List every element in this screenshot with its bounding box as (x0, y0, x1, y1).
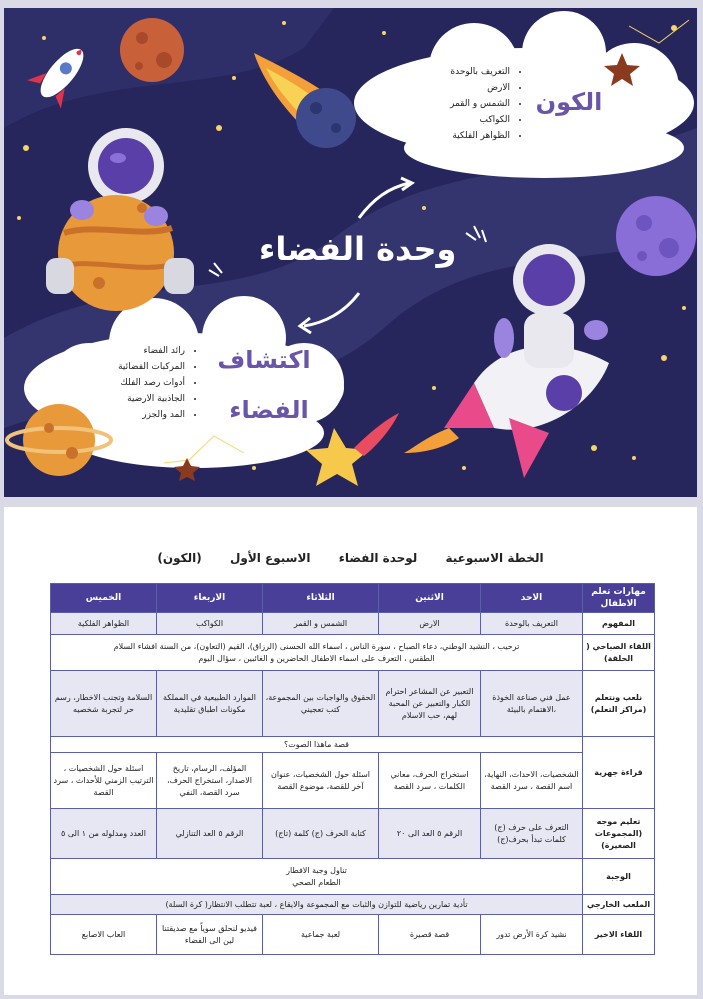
table-cell: الرقم ٥ العد الى ٢٠ (379, 809, 481, 859)
comet-star-icon (306, 413, 399, 486)
cloud-left-item: • أدوات رصد الفلك (89, 375, 185, 391)
corner-header: مهارات تعلم الاطفال (583, 584, 655, 613)
plan-heading-part: الاسبوع الأول (229, 551, 311, 565)
cover-main-title: وحدة الفضاء (259, 230, 457, 268)
cloud-left-title-line1: اكتشاف (217, 346, 311, 374)
row-label: الوجبة (583, 859, 655, 895)
row-label: تعليم موجه (المجموعات الصغيرة) (583, 809, 655, 859)
table-cell: الشمس و القمر (263, 613, 379, 635)
table-row (51, 671, 655, 737)
cover-poster (4, 8, 697, 497)
table-cell: التعبير عن المشاعر احترام الكبار والتعبير عن المحبة لهم، حب الاسلام (379, 671, 481, 737)
table-cell: كتابة الحرف (ج) كلمة (تاج) (263, 809, 379, 859)
table-cell: الرقم ٥ العد التنازلي (157, 809, 263, 859)
cell-line: تناول وجبة الافطار (286, 865, 347, 875)
table-cell: الارض (379, 613, 481, 635)
cloud-right-item: • الشمس و القمر (414, 96, 510, 112)
astronaut-left-icon (46, 128, 194, 311)
planet-purple-icon (616, 196, 696, 276)
table-cell: السلامة وتجنب الاخطار، رسم حر لتجربة شخصيه (51, 671, 157, 737)
table-cell: التعرف على حرف (ج) كلمات تبدأ بحرف(ج) (481, 809, 583, 859)
cloud-left-list (89, 343, 199, 423)
table-cell: اسئلة حول الشخصيات ، الترتيب الزمني للأحداث ، سرد القصة (51, 753, 157, 809)
table-cell: العاب الاصابع (51, 915, 157, 955)
table-row (51, 809, 655, 859)
cell-line: الطقس ، التعرف على اسماء الاطفال الحاضرين و الغائبين ، سؤال اليوم (198, 653, 435, 663)
weekly-plan-sheet (4, 507, 697, 995)
table-cell: الكواكب (157, 613, 263, 635)
plan-heading-part: (الكون) (157, 551, 202, 565)
table-row (51, 859, 655, 895)
table-cell: الحقوق والواجبات بين المجموعة، كتب تعجيني (263, 671, 379, 737)
meteor-icon (254, 53, 356, 148)
table-row (51, 753, 655, 809)
weekly-plan-table (50, 583, 655, 955)
table-cell: لعبة جماعية (263, 915, 379, 955)
table-cell: العدد ومدلوله من ١ الى ٥ (51, 809, 157, 859)
row-label: قراءة جهرية (583, 737, 655, 809)
cloud-right-title: الكون (535, 88, 603, 116)
table-row (51, 635, 655, 671)
table-cell-merged: قصة ماهذا الصوت؟ (51, 737, 583, 753)
cloud-left-item: • رائد الفضاء (89, 343, 185, 359)
cloud-left-item: • المد والجزر (89, 407, 185, 423)
table-cell: قصة قصيرة (379, 915, 481, 955)
table-row (51, 915, 655, 955)
plan-heading-part: لوحدة الفضاء (338, 551, 418, 565)
table-cell: فيديو لنحلق سوياً مع صديقتنا لين الى الفضاء (157, 915, 263, 955)
row-label: اللقاء الصباحي ( الحلقة) (583, 635, 655, 671)
day-header: الثلاثاء (263, 584, 379, 613)
row-label: الملعب الخارجي (583, 895, 655, 915)
table-cell: الشخصيات، الاحداث، النهاية، اسم القصة ، سرد القصة (481, 753, 583, 809)
cloud-right-item: • الارض (414, 80, 510, 96)
cloud-left-item: • الجاذبية الارضية (89, 391, 185, 407)
table-cell: نشيد كرة الأرض تدور (481, 915, 583, 955)
row-label: المفهوم (583, 613, 655, 635)
table-cell: استخراج الحرف، معاني الكلمات ، سرد القصة (379, 753, 481, 809)
cloud-right-item: • الكواكب (414, 112, 510, 128)
table-cell: الظواهر الفلكية (51, 613, 157, 635)
table-cell: عمل فني صناعة الخوذة ،الاهتمام بالبيئة (481, 671, 583, 737)
cell-line: ترحيب ، النشيد الوطني، دعاء الصباح ، سورة الناس ، اسماء الله الحسنى (الرزاق)، القيم (التعاون)، من السنة افشاء السلام (113, 641, 520, 651)
cloud-right-list (414, 64, 524, 144)
table-cell: اسئلة حول الشخصيات، عنوان آخر للقصة، موضوع القصة (263, 753, 379, 809)
day-header: الاحد (481, 584, 583, 613)
table-cell-merged: تأدية تمارين رياضية للتوازن والثبات مع المجموعة والايقاع ، لعبة تتطلب الانتظار( كرة السلة) (51, 895, 583, 915)
table-cell: الموارد الطبيعية في المملكة مكونات اطباق تقليدية (157, 671, 263, 737)
table-cell-merged (51, 635, 583, 671)
cloud-left-title-line2: الفضاء (229, 396, 309, 424)
row-label: اللقاء الاخير (583, 915, 655, 955)
table-row (51, 737, 655, 753)
cloud-right-item: • التعريف بالوحدة (414, 64, 510, 80)
table-row (51, 895, 655, 915)
cloud-right-item: • الظواهر الفلكية (414, 128, 510, 144)
cell-line: الطعام الصحي (292, 877, 341, 887)
table-cell: التعريف بالوحدة (481, 613, 583, 635)
table-header-row (51, 584, 655, 613)
plan-heading (4, 551, 697, 565)
day-header: الاثنين (379, 584, 481, 613)
table-row (51, 613, 655, 635)
day-header: الخميس (51, 584, 157, 613)
plan-heading-part: الخطة الاسبوعية (445, 551, 544, 565)
day-header: الاربعاء (157, 584, 263, 613)
row-label: نلعب ونتعلم (مراكز التعلم) (583, 671, 655, 737)
cloud-left-item: • المركبات الفضائية (89, 359, 185, 375)
table-cell: المؤلف، الرسام، تاريخ الاصدار، استخراج الحرف، سرد القصة، النفي (157, 753, 263, 809)
planet-orange-small-icon (120, 18, 184, 82)
table-cell-merged (51, 859, 583, 895)
